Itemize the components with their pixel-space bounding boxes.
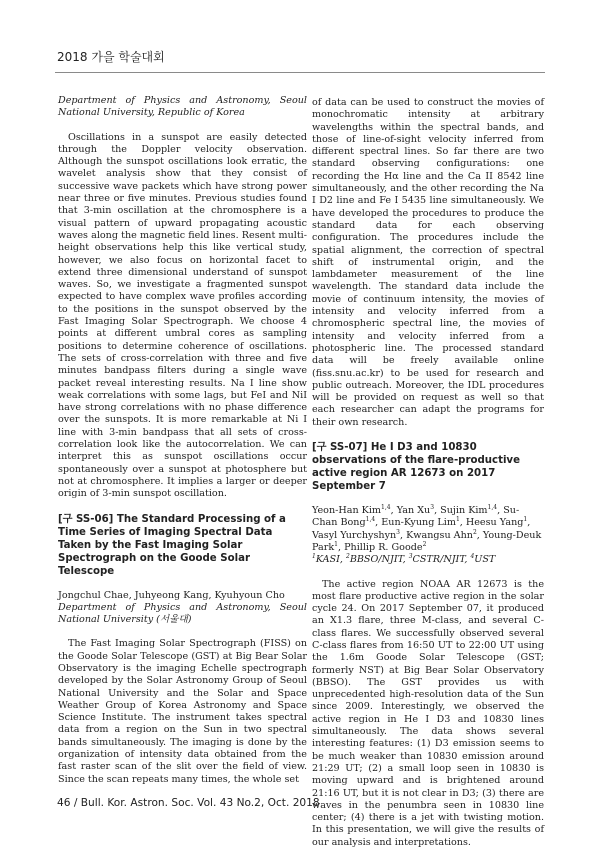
- author-yeon-han-kim: Yeon-Han Kim$^{1,4}$: [312, 505, 391, 516]
- authors-ss07: Yeon-Han Kim$^{1,4}$, Yan Xu$^3$, Sujin Kim$^{1,4}$, Su-Chan Bong$^{1,4}$, Eun-Kyung Lim$^1$, Heesu Yang$^1$, Vasyl Yurchyshyn$^3$, Kwangsu Ahn$^2$, Young-Deuk Park$^1$, Phillip R. Goode$^2$: [312, 505, 544, 554]
- abstract-body-1: Oscillations in a sunspot are easily detected through the Doppler velocity observation. Although the sunspot oscillations look erratic, the wavelet analysis show that they consist of successive wave packets which have strong power near three or five minutes. Previous studies found that 3-min oscillation at the chromosphere is a visual pattern of upward propagating acoustic waves along the magnetic field lines. Resent multi-height observations help this like vertical study, however, we also focus on horizontal facet to extend three dimensional understand of sunspot waves. So, we investigate a fragmented sunspot expected to have complex wave profiles according to the positions in the sunspot observed by the Fast Imaging Solar Spectrograph. We choose 4 points at different umbral cores as sampling positions to determine coherence of oscillations. The sets of cross-correlation with three and five minutes bandpass filters during a single wave packet reveal interesting results. Na I line show weak correlations with some lags, but FeI and NiI have strong correlations with no phase difference over the sunspots. It is more remarkable at Ni I line with 3-min bandpass that all sets of cross-correlation look like the autocorrelation. We can interpret this as sunspot oscillations occur spontaneously over a sunspot at photosphere but not at chromosphere. It implies a larger or deeper origin of 3-min sunspot oscillation.: [58, 132, 307, 501]
- authors-ss06: Jongchul Chae, Juhyeong Kang, Kyuhyoun Cho: [58, 590, 307, 602]
- abstract-body-ss06: The Fast Imaging Solar Spectrograph (FISS) on the Goode Solar Telescope (GST) at Big Bear Solar Observatory is the imaging Echelle spectrograph developed by the Solar Astronomy Group of Seoul National University and the Solar and Space Weather Group of Korea Astronomy and Space Science Institute. The instrument takes spectral data from a region on the Sun in two spectral bands simultaneously. The imaging is done by the organization of intensity data obtained from the fast raster scan of the slit over the field of view. Since the scan repeats many times, the whole set: [58, 638, 307, 786]
- page-footer: 46 / Bull. Kor. Astron. Soc. Vol. 43 No.2, Oct. 2018: [57, 797, 320, 809]
- right-column: [312, 97, 544, 849]
- affiliation-ss06: Department of Physics and Astronomy, Seoul National University (서울대): [58, 602, 307, 627]
- abstract-title-ss06: [구 SS-06] The Standard Processing of a Time Series of Imaging Spectral Data Taken by the Fast Imaging Solar Spectrograph on the Goode Solar Telescope: [58, 513, 307, 578]
- abstract-body-ss06-continued: of data can be used to construct the movies of monochromatic intensity at arbitrary wavelengths within the spectral bands, and those of line-of-sight velocity inferred from different spectral lines. So far there are two standard observing configurations: one recording the Hα line and the Ca II 8542 line simultaneously, and the other recording the Na I D2 line and Fe I 5435 line simultaneously. We have developed the procedures to produce the standard data for each observing configuration. The procedures include the spatial alignment, the correction of spectral shift of instrumental origin, and the lambdameter measurement of the line wavelength. The standard data include the movie of continuum intensity, the movies of intensity and velocity inferred from a chromospheric spectral line, the movies of intensity and velocity inferred from a photospheric line. The processed standard data will be freely available online (fiss.snu.ac.kr) to be used for research and public outreach. Moreover, the IDL procedures will be provided on request as well so that each researcher can adapt the programs for their own research.: [312, 97, 544, 429]
- left-column: [58, 95, 307, 786]
- abstract-body-ss07: The active region NOAA AR 12673 is the most flare productive active region in the solar cycle 24. On 2017 September 07, it produced an X1.3 flare, three M-class, and several C-class flares. We successfully observed several C-class flares from 16:50 UT to 22:00 UT using the 1.6m Goode Solar Telescope (GST; formerly NST) at Big Bear Solar Observatory (BBSO). The GST provides us with unprecedented high-resolution data of the Sun since 2009. Interestingly, we observed the active region in He I D3 and 10830 lines simultaneously. The data shows several interesting features: (1) D3 emission seems to be much weaker than 10830 emission around 21:29 UT; (2) a small loop seen in 10830 is moving upward and is brightened around 21:16 UT, but it is not clear in D3; (3) there are waves in the penumbra seen in 10830 line center; (4) there is a jet with twisting motion. In this presentation, we will give the results of our analysis and interpretations.: [312, 579, 544, 849]
- abstract-title-ss07: [구 SS-07] He I D3 and 10830 observations of the flare-productive active region AR 12673 on 2017 September 7: [312, 441, 544, 493]
- running-header: 2018 가을 학술대회: [57, 48, 165, 65]
- header-divider: [55, 72, 545, 73]
- affiliation-ss07: $^1$KASI, $^2$BBSO/NJIT, $^3$CSTR/NJIT, $^4$UST: [312, 554, 544, 566]
- affiliation-1: Department of Physics and Astronomy, Seoul National University, Republic of Korea: [58, 95, 307, 120]
